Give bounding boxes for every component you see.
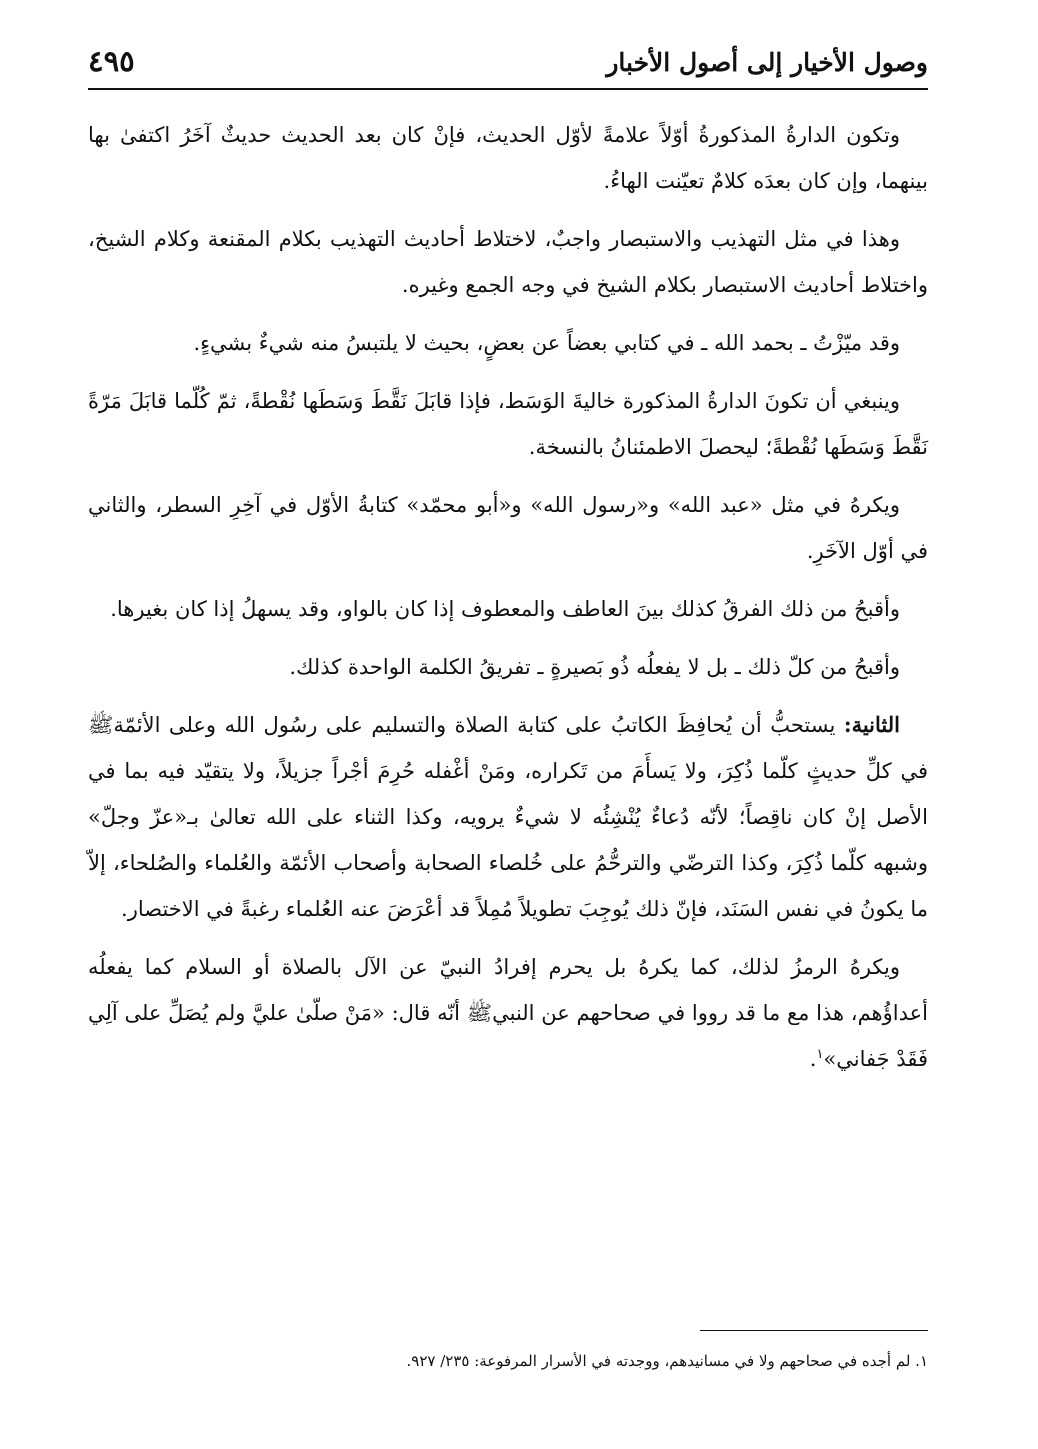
paragraph-last: ويكرهُ الرمزُ لذلك، كما يكرهُ بل يحرم إفرادُ النبيّ عن الآل بالصلاة أو السلام كما يفعلُه أعداؤُهم، هذا مع ما قد رووا في صحاحهم عن النبيﷺ أنّه قال: «مَنْ صلّىٰ عليَّ ولم يُصَلِّ على آلِي فَقَدْ جَفاني»$^١$. — [88, 955, 928, 1071]
section-label: الثانية: — [843, 712, 900, 737]
paragraph: وينبغي أن تكونَ الدارةُ المذكورة خاليةَ الوَسَط، فإذا قابَلَ نَقَّطَ وَسَطَها نُقْطةً، ثمّ كُلّما قابَلَ مَرّةً نَقَّطَ وَسَطَها نُقْطةً؛ ليحصلَ الاطمئنانُ بالنسخة. — [88, 389, 928, 459]
paragraph: وأقبحُ من ذلك الفرقُ كذلك بينَ العاطف والمعطوف إذا كان بالواو، وقد يسهلُ إذا كان بغيرها. — [110, 597, 900, 621]
page-header — [88, 38, 928, 90]
paragraph-second — [88, 702, 928, 932]
running-title: وصول الأخيار إلى أصول الأخبار — [606, 48, 928, 77]
footnote-reference[interactable]: ١ — [816, 1047, 824, 1062]
paragraph-second-text: يستحبُّ أن يُحافِظَ الكاتبُ على كتابة الصلاة والتسليم على رسُول الله وعلى الأئمّةﷺ في كلِّ حديثٍ كلّما ذُكِرَ، ولا يَسأَمَ من تَكراره، ومَنْ أغْفله حُرِمَ أجْراً جزيلاً، ولا يتقيّد فيه بما في الأصل إنْ كان ناقِصاً؛ لأنّه دُعاءٌ يُنْشِئُه لا شيءٌ يرويه، وكذا الثناء على الله تعالىٰ بـ«عزّ وجلّ» وشبهه كلّما ذُكِرَ، وكذا الترضّي والترحُّمُ على خُلصاء الصحابة وأصحاب الأئمّة والعُلماء والصُلحاء، إلاّ ما يكونُ في نفس السَنَد، فإنّ ذلك يُوجِبَ تطويلاً مُمِلاً قد أعْرَضَ عنه العُلماء رغبةً في الاختصار. — [88, 713, 928, 921]
paragraph: وأقبحُ من كلّ ذلك ـ بل لا يفعلُه ذُو بَصيرةٍ ـ تفريقُ الكلمة الواحدة كذلك. — [289, 655, 900, 679]
main-text — [88, 112, 928, 1094]
footnote-divider — [700, 1330, 928, 1331]
paragraph: وتكون الدارةُ المذكورةُ أوّلاً علامةً لأوّل الحديث، فإنْ كان بعد الحديث حديثٌ آخَرُ اكتفىٰ بها بينهما، وإن كان بعدَه كلامٌ تعيّنت الهاءُ. — [88, 123, 928, 193]
paragraph: وقد ميّزْتُ ـ بحمد الله ـ في كتابي بعضاً عن بعضٍ، بحيث لا يلتبسُ منه شيءٌ بشيءٍ. — [193, 331, 900, 355]
paragraph-last-text: ويكرهُ الرمزُ لذلك، كما يكرهُ بل يحرم إفرادُ النبيّ عن الآل بالصلاة أو السلام كما يفعلُه أعداؤُهم، هذا مع ما قد رووا في صحاحهم عن النبيﷺ أنّه قال: «مَنْ صلّىٰ عليَّ ولم يُصَلِّ على آلِي فَقَدْ جَفاني» — [88, 955, 928, 1071]
footnote: ١. لم أجده في صحاحهم ولا في مسانيدهم، ووجدته في الأسرار المرفوعة: ٢٣٥/ ٩٢٧. — [406, 1352, 928, 1370]
paragraph: ويكرهُ في مثل «عبد الله» و«رسول الله» و«أبو محمّد» كتابةُ الأوّل في آخِرِ السطر، والثاني في أوّل الآخَرِ. — [88, 493, 928, 563]
paragraph: وهذا في مثل التهذيب والاستبصار واجبٌ، لاختلاط أحاديث التهذيب بكلام المقنعة وكلام الشيخ، واختلاط أحاديث الاستبصار بكلام الشيخ في وجه الجمع وغيره. — [88, 227, 928, 297]
page-number: ٤٩٥ — [88, 44, 135, 78]
